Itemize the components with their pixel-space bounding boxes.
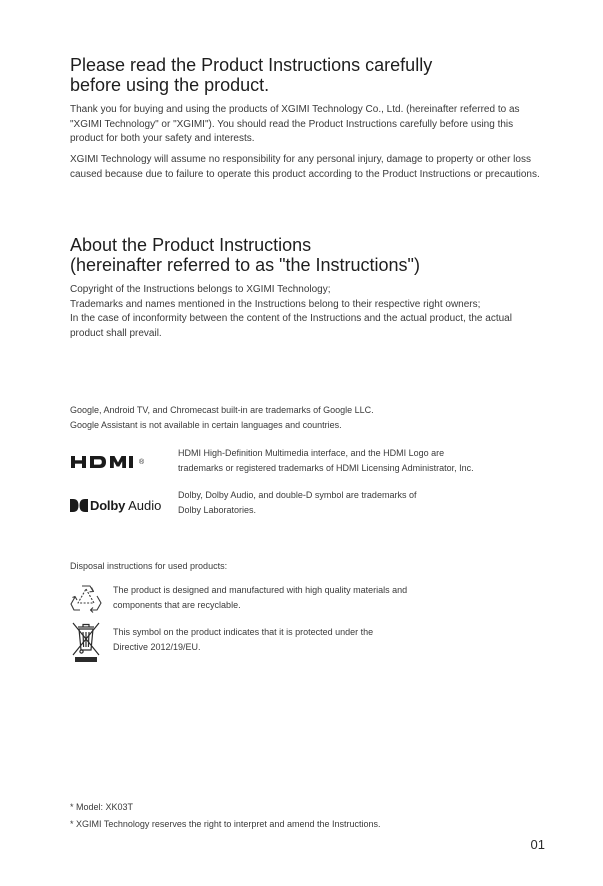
recycle-icon	[70, 583, 102, 613]
section2-title-line-1: About the Product Instructions	[70, 235, 312, 255]
hdmi-registered-mark: ®	[139, 459, 145, 466]
double-d-icon	[70, 499, 88, 512]
hdmi-line-1: HDMI High-Definition Multimedia interface, and the HDMI Logo are	[178, 448, 445, 458]
section1-title-line-1: Please read the Product Instructions carefully	[70, 55, 433, 75]
dolby-audio-logo	[70, 496, 161, 514]
section2-title	[70, 235, 420, 275]
section2-title-line-2: (hereinafter referred to as "the Instructions")	[70, 255, 420, 275]
section1-title-line-2: before using the product.	[70, 75, 270, 95]
recycle-text	[113, 583, 407, 613]
crossed-bin-icon	[70, 619, 102, 663]
dolby-line-1: Dolby, Dolby Audio, and double-D symbol are trademarks of	[178, 490, 417, 500]
weee-line-2: Directive 2012/19/EU.	[113, 642, 201, 652]
dolby-product-text: Audio	[128, 497, 162, 513]
dolby-line-2: Dolby Laboratories.	[178, 505, 257, 515]
google-trademark-notice	[70, 403, 374, 433]
hdmi-logo	[70, 454, 152, 470]
section1-title	[70, 55, 432, 95]
google-line-2: Google Assistant is not available in certain languages and countries.	[70, 420, 342, 430]
section2-line-2: Trademarks and names mentioned in the Instructions belong to their respective right owners;	[70, 298, 481, 310]
section2-line-3: In the case of inconformity between the content of the Instructions and the actual product, the actual product shall prevail.	[70, 313, 512, 340]
hdmi-trademark-text	[178, 446, 474, 476]
page-number: 01	[530, 837, 545, 852]
google-line-1: Google, Android TV, and Chromecast built-in are trademarks of Google LLC.	[70, 405, 374, 415]
section2-body	[70, 283, 540, 342]
section1-paragraph-1: Thank you for buying and using the products of XGIMI Technology Co., Ltd. (hereinafter referred to as "XGIMI Technology" or "XGIMI"). You should read the Product Instructions carefully before using this product for both your safety and interests.	[70, 104, 520, 145]
weee-line-1: This symbol on the product indicates that it is protected under the	[113, 627, 374, 637]
dolby-brand-text: Dolby	[90, 497, 126, 513]
recycle-line-2: components that are recyclable.	[113, 600, 241, 610]
hdmi-line-2: trademarks or registered trademarks of HDMI Licensing Administrator, Inc.	[178, 463, 474, 473]
dolby-trademark-text	[178, 488, 416, 518]
section1-paragraph-2: XGIMI Technology will assume no responsibility for any personal injury, damage to property or other loss caused because due to failure to operate this product according to the Product Instructions or precautions.	[70, 154, 540, 180]
weee-text	[113, 625, 373, 655]
recycle-line-1: The product is designed and manufactured with high quality materials and	[113, 585, 408, 595]
model-note: * Model: XK03T	[70, 802, 134, 812]
disposal-heading: Disposal instructions for used products:	[70, 561, 228, 571]
rights-note: * XGIMI Technology reserves the right to interpret and amend the Instructions.	[70, 819, 381, 829]
section2-line-1: Copyright of the Instructions belongs to XGIMI Technology;	[70, 284, 331, 295]
